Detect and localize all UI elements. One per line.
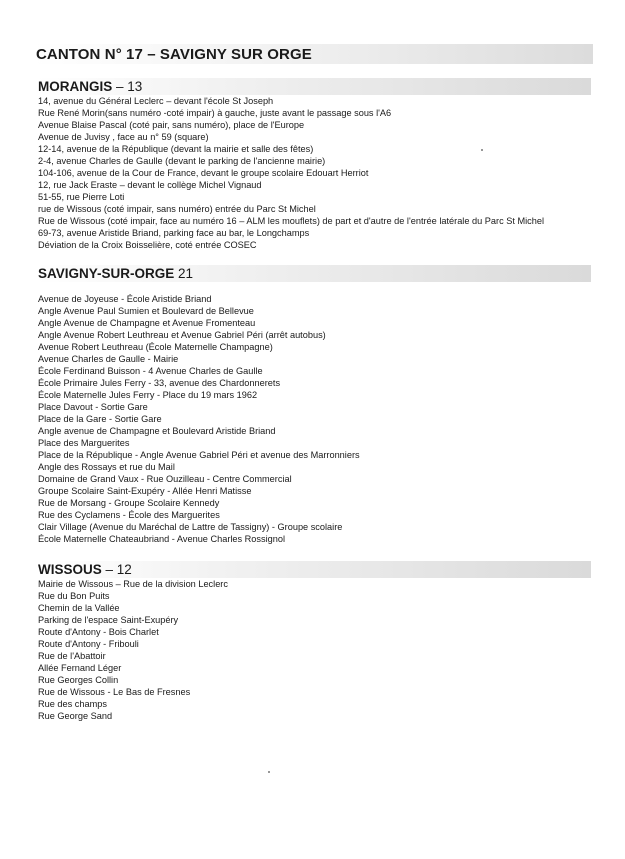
list-item: Rue de Wissous (coté impair, face au numéro 16 – ALM les mouflets) de part et d'autre de l'entrée latérale du Parc St Michel <box>38 216 545 226</box>
list-item: Angle avenue de Champagne et Boulevard Aristide Briand <box>38 426 276 436</box>
list-item: Déviation de la Croix Boisselière, coté entrée COSEC <box>38 240 257 250</box>
list-item: Place de la République - Angle Avenue Gabriel Péri et avenue des Marronniers <box>38 450 360 460</box>
list-item: Rue de Wissous - Le Bas de Fresnes <box>38 687 191 697</box>
list-item: Angle Avenue Paul Sumien et Boulevard de Bellevue <box>38 306 254 316</box>
list-item: Clair Village (Avenue du Maréchal de Lattre de Tassigny) - Groupe scolaire <box>38 522 343 532</box>
section-name: SAVIGNY-SUR-ORGE <box>38 266 175 281</box>
list-item: École Maternelle Jules Ferry - Place du 19 mars 1962 <box>38 390 258 400</box>
list-item: Chemin de la Vallée <box>38 603 120 613</box>
list-item: École Ferdinand Buisson - 4 Avenue Charles de Gaulle <box>38 366 263 376</box>
list-item: Place des Marguerites <box>38 438 130 448</box>
list-item: 69-73, avenue Aristide Briand, parking face au bar, le Longchamps <box>38 228 310 238</box>
list-item: Rue de Morsang - Groupe Scolaire Kennedy <box>38 498 220 508</box>
list-item: 51-55, rue Pierre Loti <box>38 192 125 202</box>
list-item: Angle Avenue de Champagne et Avenue Fromenteau <box>38 318 256 328</box>
list-item: Mairie de Wissous – Rue de la division Leclerc <box>38 579 228 589</box>
list-item: 14, avenue du Général Leclerc – devant l'école St Joseph <box>38 96 274 106</box>
list-item: Rue des Cyclamens - École des Marguerites <box>38 510 220 520</box>
list-item: Parking de l'espace Saint-Exupéry <box>38 615 179 625</box>
wissous-list <box>38 578 228 722</box>
list-item: 12, rue Jack Eraste – devant le collège Michel Vignaud <box>38 180 262 190</box>
list-item: Avenue Blaise Pascal (coté pair, sans numéro), place de l'Europe <box>38 120 305 130</box>
list-item: 104-106, avenue de la Cour de France, devant le groupe scolaire Edouart Herriot <box>38 168 369 178</box>
section-count: 21 <box>174 266 194 281</box>
list-item: Rue du Bon Puits <box>38 591 110 601</box>
page-title: CANTON N° 17 – SAVIGNY SUR ORGE <box>36 46 312 63</box>
list-item: Route d'Antony - Bois Charlet <box>38 627 159 637</box>
section-count: – 13 <box>112 79 143 94</box>
list-item: Angle des Rossays et rue du Mail <box>38 462 175 472</box>
list-item: 12-14, avenue de la République (devant la mairie et salle des fêtes) <box>38 144 314 154</box>
scan-speck <box>481 149 483 151</box>
list-item: Rue George Sand <box>38 711 113 721</box>
list-item: Place Davout - Sortie Gare <box>38 402 148 412</box>
list-item: Domaine de Grand Vaux - Rue Ouzilleau - Centre Commercial <box>38 474 292 484</box>
section-name: MORANGIS <box>38 79 113 94</box>
savigny-list <box>38 293 360 545</box>
list-item: Groupe Scolaire Saint-Exupéry - Allée Henri Matisse <box>38 486 252 496</box>
list-item: Rue Georges Collin <box>38 675 119 685</box>
list-item: École Maternelle Chateaubriand - Avenue Charles Rossignol <box>38 534 286 544</box>
section-name: WISSOUS <box>38 562 102 577</box>
list-item: Angle Avenue Robert Leuthreau et Avenue Gabriel Péri (arrêt autobus) <box>38 330 326 340</box>
list-item: Avenue Charles de Gaulle - Mairie <box>38 354 179 364</box>
scan-speck <box>268 771 270 773</box>
section-heading-morangis <box>38 79 142 94</box>
list-item: rue de Wissous (coté impair, sans numéro) entrée du Parc St Michel <box>38 204 316 214</box>
list-item: Avenue de Juvisy , face au n° 59 (square) <box>38 132 209 142</box>
list-item: Allée Fernand Léger <box>38 663 122 673</box>
list-item: École Primaire Jules Ferry - 33, avenue des Chardonnerets <box>38 378 281 388</box>
list-item: Rue des champs <box>38 699 107 709</box>
section-heading-wissous <box>38 562 132 577</box>
list-item: Avenue Robert Leuthreau (École Maternelle Champagne) <box>38 342 273 352</box>
morangis-list <box>38 95 544 251</box>
list-item: Avenue de Joyeuse - École Aristide Briand <box>38 294 212 304</box>
list-item: Route d'Antony - Fribouli <box>38 639 139 649</box>
section-heading-savigny <box>38 266 193 281</box>
list-item: Rue de l'Abattoir <box>38 651 106 661</box>
section-count: – 12 <box>101 562 132 577</box>
list-item: Rue René Morin(sans numéro -coté impair) à gauche, juste avant le passage sous l'A6 <box>38 108 392 118</box>
list-item: 2-4, avenue Charles de Gaulle (devant le parking de l'ancienne mairie) <box>38 156 326 166</box>
list-item: Place de la Gare - Sortie Gare <box>38 414 162 424</box>
